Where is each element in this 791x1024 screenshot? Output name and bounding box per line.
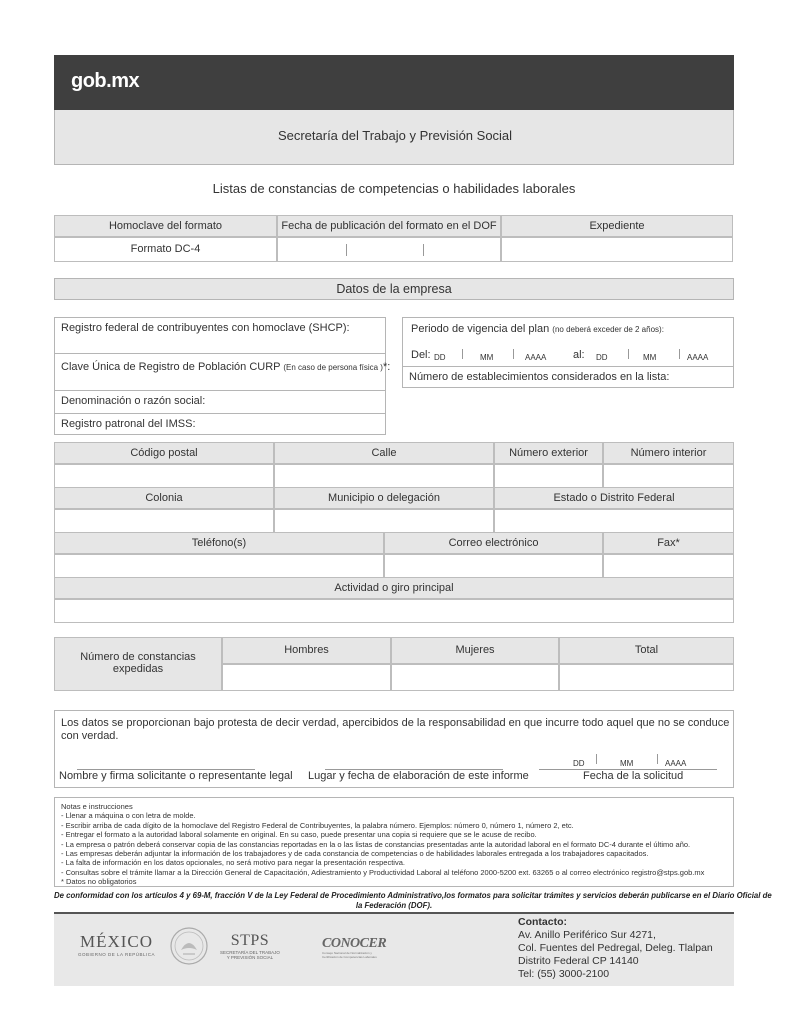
header-bar xyxy=(54,55,734,110)
ext-number-header: Número exterior xyxy=(494,442,603,464)
date-divider xyxy=(596,754,597,764)
colony-input[interactable] xyxy=(54,509,274,533)
women-header: Mujeres xyxy=(391,637,559,664)
contact-phone: Tel: (55) 3000-2100 xyxy=(518,968,610,980)
mexico-subtitle: GOBIERNO DE LA REPÚBLICA xyxy=(78,952,156,957)
mexico-logo xyxy=(78,932,155,957)
company-section-header xyxy=(54,278,734,300)
stps-logo xyxy=(220,932,280,960)
note-item: - Las empresas deberán adjuntar la información de los trabajadores y de cada constancia de competencias o de habilidades laborales entregada a los trabajadores capacitados. xyxy=(61,849,649,859)
phone-input[interactable] xyxy=(54,554,384,578)
municipality-input[interactable] xyxy=(274,509,494,533)
constancias-label-line1: Número de constancias xyxy=(80,651,196,663)
legal-text xyxy=(54,891,772,910)
curp-mark: *: xyxy=(382,361,391,373)
constancias-label-line2: expedidas xyxy=(112,663,164,675)
curp-note: (En caso de persona física ) xyxy=(283,363,383,372)
period-from-label: Del: xyxy=(411,349,431,361)
phone-header: Teléfono(s) xyxy=(54,532,384,554)
establishments-label: Número de establecimientos considerados en la lista: xyxy=(409,371,670,383)
note-item: - Escribir arriba de cada dígito de la homoclave del Registro Federal de Contribuyentes, la palabra número. Ejemplos: número 0, número 1, número 2, etc. xyxy=(61,820,574,830)
period-to-label: al: xyxy=(573,349,585,361)
place-date-label: Lugar y fecha de elaboración de este informe xyxy=(308,770,529,782)
form-title: Listas de constancias de competencias o habilidades laborales xyxy=(212,181,576,196)
int-number-input[interactable] xyxy=(603,464,734,488)
declaration-text-line1: Los datos se proporcionan bajo protesta de decir verdad, apercibidos de la responsabilidad en que incurre todo aquel que no se conduce xyxy=(61,717,730,729)
footer xyxy=(54,912,734,986)
ext-number-input[interactable] xyxy=(494,464,603,488)
conocer-subtitle: Consejo Nacional de Normalización y Certificación de Competencias Laborales xyxy=(322,951,377,959)
contact-address-line: Av. Anillo Periférico Sur 4271, xyxy=(518,929,656,941)
postal-code-input[interactable] xyxy=(54,464,274,488)
date-divider xyxy=(679,349,680,359)
period-label-group xyxy=(411,323,664,335)
from-year: AAAA xyxy=(525,353,547,362)
razon-social-label: Denominación o razón social: xyxy=(61,395,206,407)
mexico-wordmark: MÉXICO xyxy=(79,932,154,951)
date-divider xyxy=(628,349,629,359)
activity-input[interactable] xyxy=(54,599,734,623)
to-year: AAAA xyxy=(687,353,709,362)
total-header: Total xyxy=(559,637,734,664)
contact-address-line: Col. Fuentes del Pedregal, Deleg. Tlalpan xyxy=(518,942,713,954)
email-header: Correo electrónico xyxy=(384,532,603,554)
note-item: * Datos no obligatorios xyxy=(61,877,137,887)
imss-field[interactable] xyxy=(54,413,386,435)
conocer-wordmark: CONOCER xyxy=(322,936,387,951)
dof-date-input[interactable] xyxy=(277,237,501,262)
men-input[interactable] xyxy=(222,664,391,691)
note-item: - Llenar a máquina o con letra de molde. xyxy=(61,811,196,821)
homoclave-value-cell xyxy=(54,237,277,262)
from-day: DD xyxy=(434,353,446,362)
curp-field[interactable] xyxy=(54,353,391,391)
contact-block xyxy=(518,916,713,981)
agency-name: Secretaría del Trabajo y Previsión Social xyxy=(277,128,513,143)
gobmx-logo: gob.mx xyxy=(71,70,140,92)
note-item: - Consultas sobre el trámite llamar a la Dirección General de Capacitación, Adiestramiento y Productividad Laboral al teléfono 2000-5200 ext. 63265 o al correo electrónico registro@stps.gob.mx xyxy=(61,867,705,877)
int-number-header: Número interior xyxy=(603,442,734,464)
date-divider xyxy=(462,349,463,359)
homoclave-header: Homoclave del formato xyxy=(54,215,277,237)
rfc-field[interactable] xyxy=(54,317,386,354)
establishments-field[interactable] xyxy=(402,366,734,388)
stps-subtitle1: SECRETARÍA DEL TRABAJO xyxy=(220,950,280,955)
activity-header: Actividad o giro principal xyxy=(54,577,734,599)
request-date-label: Fecha de la solicitud xyxy=(583,770,684,782)
to-day: DD xyxy=(596,353,608,362)
email-input[interactable] xyxy=(384,554,603,578)
total-input[interactable] xyxy=(559,664,734,691)
razon-social-field[interactable] xyxy=(54,390,386,414)
rfc-label: Registro federal de contribuyentes con homoclave (SHCP): xyxy=(61,322,350,334)
stps-subtitle2: Y PREVISIÓN SOCIAL xyxy=(226,955,274,960)
state-input[interactable] xyxy=(494,509,734,533)
stps-wordmark: STPS xyxy=(230,932,270,949)
from-month: MM xyxy=(480,353,494,362)
fax-input[interactable] xyxy=(603,554,734,578)
period-label: Periodo de vigencia del plan xyxy=(411,323,550,335)
fax-header: Fax* xyxy=(603,532,734,554)
request-month: MM xyxy=(620,759,634,768)
agency-banner xyxy=(54,110,734,165)
note-item: - Entregar el formato a la autoridad laboral solamente en original. En su caso, puede presentar una copia si requiere que se le acuse de recibo. xyxy=(61,830,537,840)
declaration-box xyxy=(54,710,734,788)
note-item: - La empresa o patrón deberá conservar copia de las constancias reportadas en la o las listas de constancias presentadas ante la autoridad laboral en el formato DC-4 durante el último año. xyxy=(61,839,691,849)
request-year: AAAA xyxy=(665,759,687,768)
contact-title: Contacto: xyxy=(518,916,567,928)
homoclave-value: Formato DC-4 xyxy=(130,243,201,255)
company-section-title: Datos de la empresa xyxy=(336,282,452,296)
state-header: Estado o Distrito Federal xyxy=(494,487,734,509)
date-divider xyxy=(346,244,347,256)
colony-header: Colonia xyxy=(54,487,274,509)
declaration-text-line2: con verdad. xyxy=(61,730,119,742)
legal-line2: la Federación (DOF). xyxy=(355,900,433,910)
legal-line1: De conformidad con los artículos 4 y 69-M, fracción V de la Ley Federal de Procedimiento Administrativo,los formatos para solicitar trámites y servicios deberán publicarse en el Diario Oficial de xyxy=(54,891,772,900)
dof-date-header: Fecha de publicación del formato en el DOF xyxy=(277,215,501,237)
eagle-seal-icon xyxy=(169,926,209,966)
constancias-label-cell xyxy=(54,637,222,691)
period-field[interactable] xyxy=(402,317,734,367)
to-month: MM xyxy=(643,353,657,362)
curp-label: Clave Única de Registro de Población CURP xyxy=(61,361,281,373)
street-header: Calle xyxy=(274,442,494,464)
postal-code-header: Código postal xyxy=(54,442,274,464)
municipality-header: Municipio o delegación xyxy=(274,487,494,509)
street-input[interactable] xyxy=(274,464,494,488)
period-note: (no deberá exceder de 2 años): xyxy=(552,325,664,334)
imss-label: Registro patronal del IMSS: xyxy=(61,418,196,430)
date-divider xyxy=(657,754,658,764)
date-divider xyxy=(423,244,424,256)
contact-address-line: Distrito Federal CP 14140 xyxy=(518,955,639,967)
request-day: DD xyxy=(573,759,585,768)
date-divider xyxy=(513,349,514,359)
note-item: - La falta de información en los datos opcionales, no será motivo para negar la presentación respectiva. xyxy=(61,858,405,868)
notes-title: Notas e instrucciones xyxy=(61,802,133,811)
expediente-input[interactable] xyxy=(501,237,733,262)
signature-label: Nombre y firma solicitante o representante legal xyxy=(59,770,293,782)
curp-label-group xyxy=(61,361,390,373)
expediente-header: Expediente xyxy=(501,215,733,237)
notes-box xyxy=(54,797,734,887)
women-input[interactable] xyxy=(391,664,559,691)
conocer-logo xyxy=(322,936,386,959)
men-header: Hombres xyxy=(222,637,391,664)
